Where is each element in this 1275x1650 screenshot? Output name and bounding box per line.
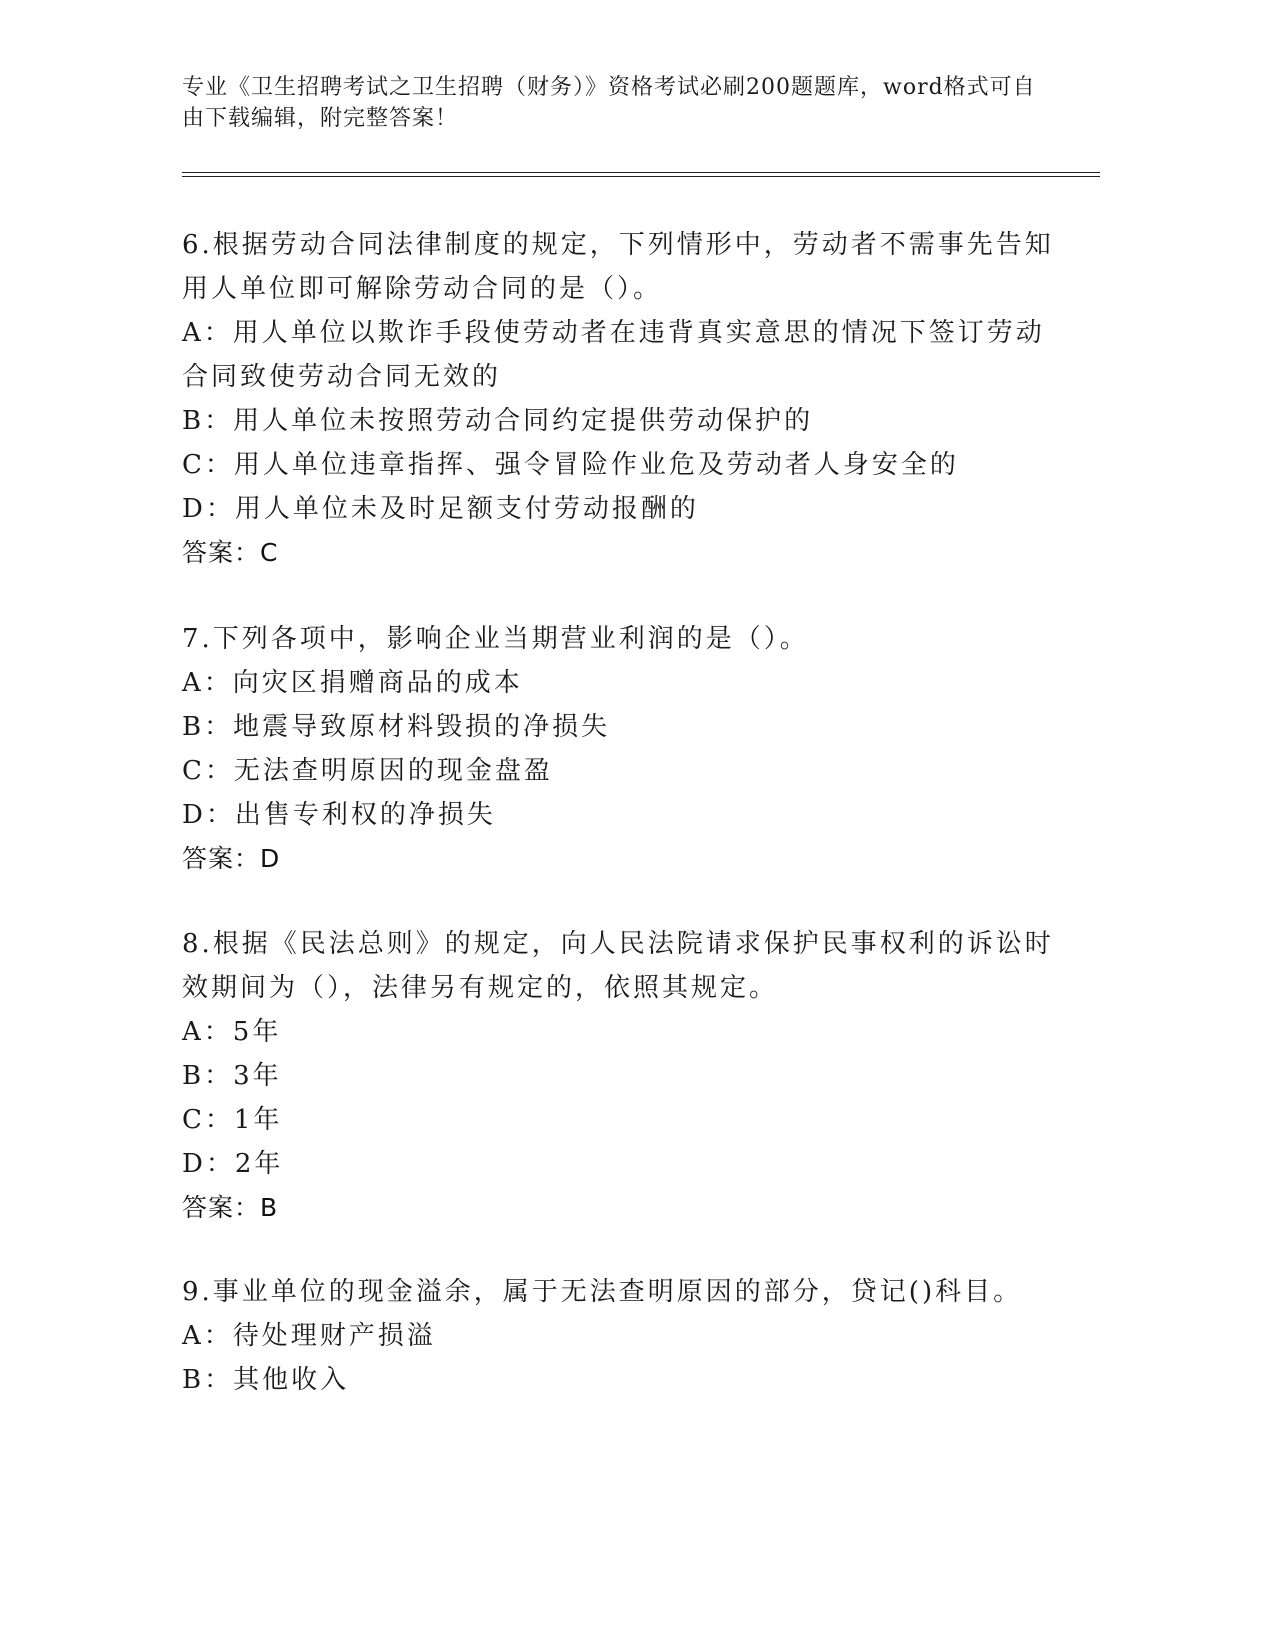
option-d: D：出售专利权的净损失 [182, 800, 496, 830]
question-stem: 9.事业单位的现金溢余，属于无法查明原因的部分，贷记()科目。 [182, 1277, 1023, 1307]
option-b: B：其他收入 [182, 1365, 350, 1395]
question-stem: 8.根据《民法总则》的规定，向人民法院请求保护民事权利的诉讼时效期间为（），法律另有规定的，依照其规定。 [182, 929, 1054, 1003]
option-a: A：用人单位以欺诈手段使劳动者在违背真实意思的情况下签订劳动合同致使劳动合同无效的 [182, 318, 1045, 392]
question-stem: 6.根据劳动合同法律制度的规定，下列情形中，劳动者不需事先告知用人单位即可解除劳动合同的是（）。 [182, 230, 1054, 304]
option-c: C：无法查明原因的现金盘盈 [182, 756, 553, 786]
answer: 答案：C [182, 538, 279, 567]
option-d: D：用人单位未及时足额支付劳动报酬的 [182, 494, 699, 524]
option-b: B：3年 [182, 1061, 282, 1091]
question-7 [182, 617, 1062, 881]
question-8 [182, 922, 1062, 1230]
question-stem: 7.下列各项中，影响企业当期营业利润的是（）。 [182, 624, 809, 654]
header-double-rule [182, 172, 1100, 177]
option-b: B：地震导致原材料毁损的净损失 [182, 712, 611, 742]
document-header: 专业《卫生招聘考试之卫生招聘（财务）》资格考试必刷200题题库，word格式可自由下载编辑，附完整答案！ [182, 75, 1036, 131]
option-a: A：5年 [182, 1017, 282, 1047]
option-c: C：1年 [182, 1105, 283, 1135]
option-a: A：向灾区捐赠商品的成本 [182, 668, 523, 698]
option-a: A：待处理财产损溢 [182, 1321, 436, 1351]
answer: 答案：B [182, 1193, 279, 1222]
question-6 [182, 223, 1062, 575]
option-b: B：用人单位未按照劳动合同约定提供劳动保护的 [182, 406, 814, 436]
option-c: C：用人单位违章指挥、强令冒险作业危及劳动者人身安全的 [182, 450, 959, 480]
option-d: D：2年 [182, 1149, 284, 1179]
answer: 答案：D [182, 844, 281, 873]
question-9 [182, 1270, 1062, 1402]
